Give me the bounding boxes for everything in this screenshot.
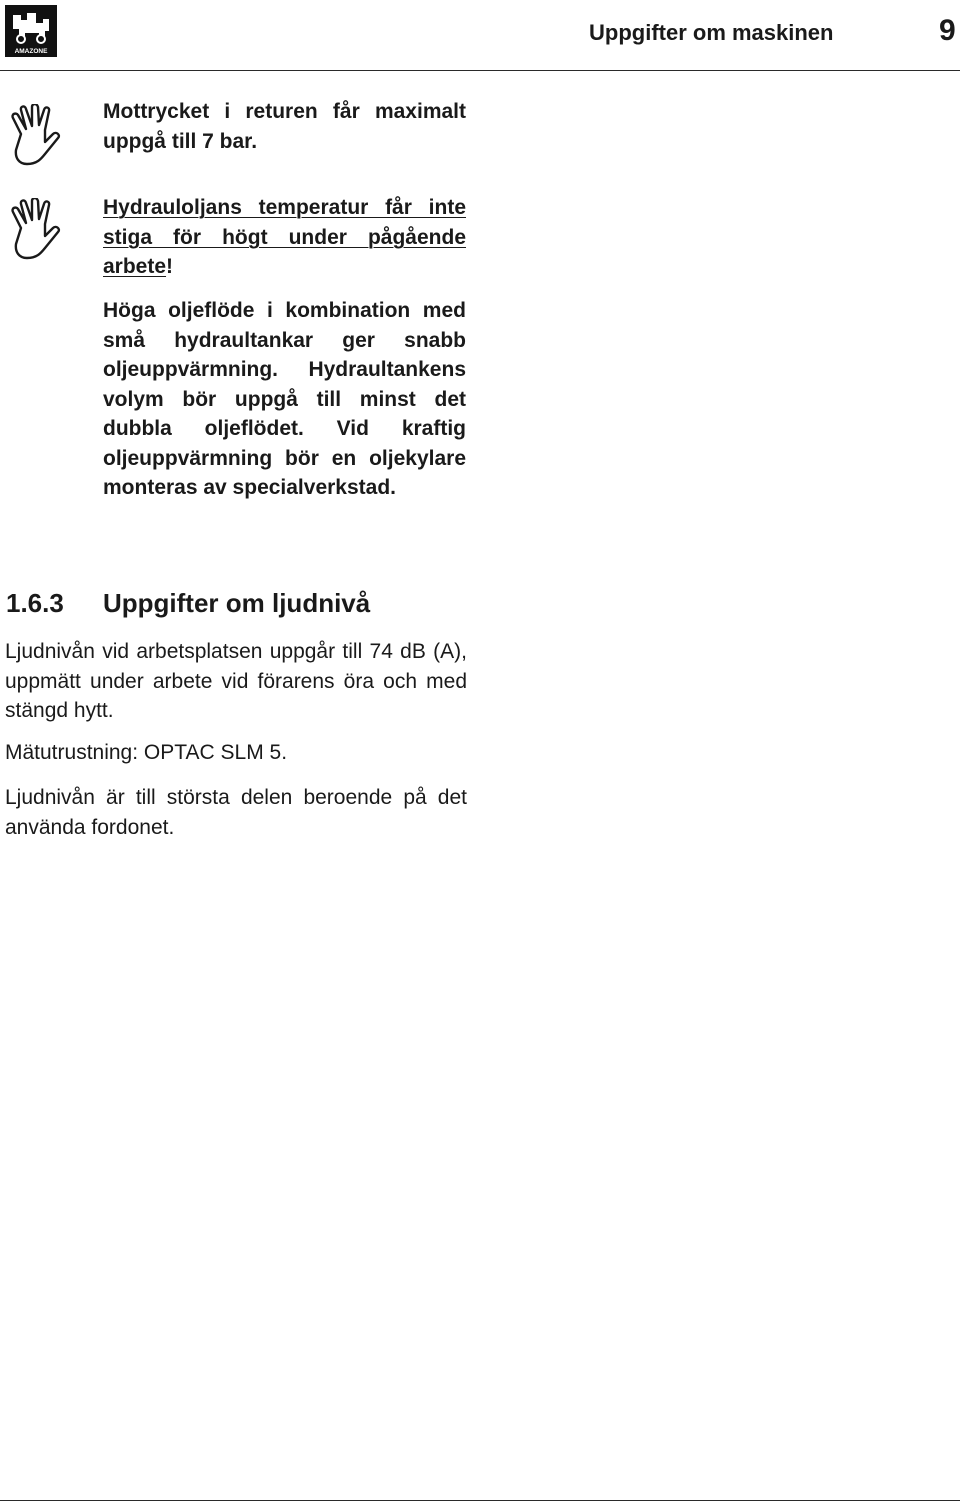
section-heading <box>6 588 370 619</box>
note-text: Mottrycket i returen får maximalt uppgå till 7 bar. <box>103 100 466 153</box>
stop-hand-icon <box>7 104 69 170</box>
paragraph-measuring-equipment: Mätutrustning: OPTAC SLM 5. <box>5 741 288 764</box>
note-text: Höga oljeflöde i kombination med små hydraultankar ger snabb oljeuppvärmning. Hydraultankens volym bör uppgå till minst det dubbla oljeflödet. Vid kraftig oljeuppvärmning bör en oljekylare monteras av specialverkstad. <box>103 299 466 499</box>
section-title: Uppgifter om ljudnivå <box>103 588 371 618</box>
footer-divider <box>0 1500 960 1501</box>
paragraph-vehicle-dependence: Ljudnivån är till största delen beroende på det använda fordonet. <box>5 786 467 839</box>
warning-note-return-pressure <box>103 97 466 156</box>
page-header-title: Uppgifter om maskinen <box>589 20 834 45</box>
section-number: 1.6.3 <box>6 588 64 618</box>
header-divider <box>0 70 960 71</box>
stop-hand-icon <box>7 198 69 264</box>
note-suffix: ! <box>166 255 174 278</box>
paragraph-noise-level: Ljudnivån vid arbetsplatsen uppgår till 74 dB (A), uppmätt under arbete vid förarens öra och med stängd hytt. <box>5 640 467 722</box>
note-underlined-text: Hydrauloljans temperatur får inte stiga för högt under pågående arbete <box>103 196 466 278</box>
logo-wordmark: AMAZONE <box>14 48 48 55</box>
note-text <box>103 193 466 282</box>
amazone-logo-icon <box>5 5 57 57</box>
page-number: 9 <box>939 14 956 47</box>
warning-note-oil-flow <box>103 296 466 503</box>
warning-note-oil-temperature <box>103 193 466 282</box>
